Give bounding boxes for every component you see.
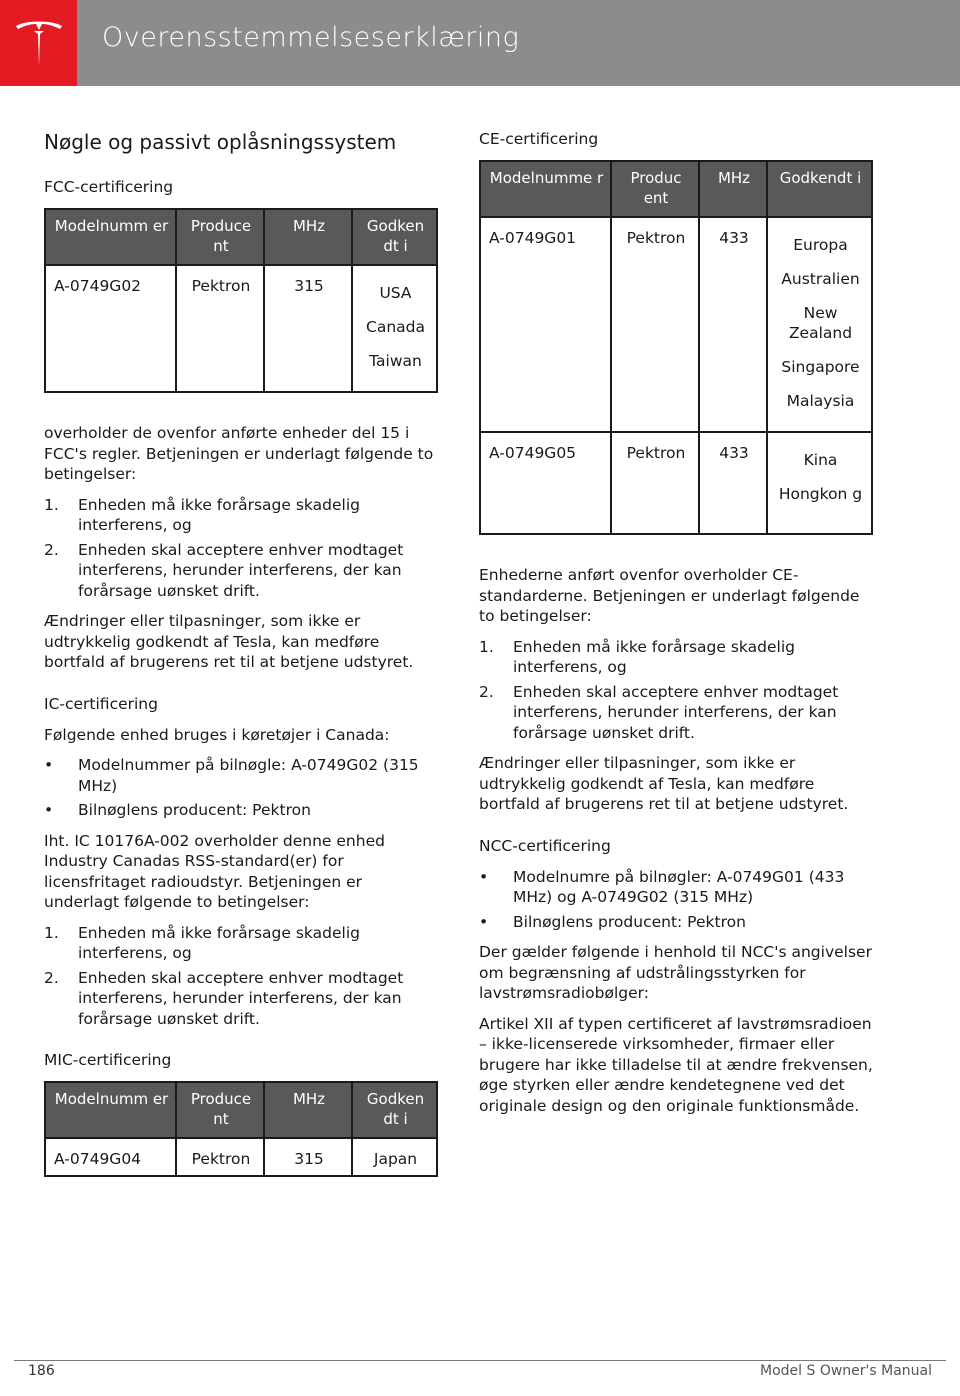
ce-table: [479, 160, 873, 535]
producer-cell: Pektron: [611, 217, 699, 432]
section-heading: Nøgle og passivt oplåsningssystem: [44, 130, 397, 154]
column-header: Godken dt i: [352, 1082, 437, 1138]
column-header: Modelnumme r: [480, 161, 611, 217]
list-item: • Bilnøglens producent: Pektron: [479, 912, 746, 931]
mhz-cell: 315: [264, 1138, 352, 1176]
country: USA: [379, 284, 412, 302]
fcc-table: [44, 208, 438, 393]
page-number: 186: [28, 1363, 55, 1379]
ncc-label: NCC-certificering: [479, 836, 611, 855]
fcc-conditions-list: [44, 495, 438, 602]
mhz-cell: 433: [699, 432, 767, 534]
column-header: Godkendt i: [767, 161, 872, 217]
mhz-cell: 433: [699, 217, 767, 432]
ncc-text-1: Der gælder følgende i henhold til NCC's angivelser om begrænsning af udstrålingsstyrken for lavstrømsradiobølger:: [479, 943, 872, 1002]
model-cell: A-0749G04: [45, 1138, 176, 1176]
list-item: 2. Enheden skal acceptere enhver modtaget interferens, herunder interferens, der kan forårsage uønsket drift.: [44, 968, 404, 1028]
producer-cell: Pektron: [611, 432, 699, 534]
right-column: [479, 128, 873, 1126]
column-header: Godken dt i: [352, 209, 437, 265]
mic-label: MIC-certificering: [44, 1051, 172, 1069]
approved-countries-cell: [352, 265, 437, 392]
ic-conditions-list: [44, 923, 438, 1030]
ic-bullet-list: [44, 755, 438, 821]
country: Canada: [366, 318, 425, 336]
column-header: MHz: [264, 1082, 352, 1138]
model-cell: A-0749G05: [480, 432, 611, 534]
fcc-text: overholder de ovenfor anførte enheder del 15 i FCC's regler. Betjeningen er underlagt følgende to betingelser:: [44, 424, 434, 483]
column-header: Produce nt: [176, 209, 264, 265]
list-item: • Modelnummer på bilnøgle: A-0749G02 (315 MHz): [44, 756, 419, 795]
column-header: Modelnumm er: [45, 1082, 176, 1138]
country: Hongkon g: [778, 485, 863, 503]
ncc-text-2: Artikel XII af typen certificeret af lavstrømsradioen – ikke-licenserede virksomheder, firmaer eller brugere har ikke tilladelse til at ændre frekvensen, øge styrken eller ændre kendetegnene ved det originale design og den originale funktionsmåde.: [479, 1014, 873, 1115]
list-item: 2. Enheden skal acceptere enhver modtaget interferens, herunder interferens, der kan forårsage uønsket drift.: [44, 540, 404, 600]
model-cell: A-0749G01: [480, 217, 611, 432]
left-column: [44, 128, 438, 1207]
table-header-row: [480, 161, 872, 217]
manual-name: Model S Owner's Manual: [760, 1363, 932, 1379]
approved-countries-cell: [767, 217, 872, 432]
list-item: 1. Enheden må ikke forårsage skadelig interferens, og: [44, 923, 360, 962]
mhz-cell: 315: [264, 265, 352, 392]
country: Singapore: [781, 358, 860, 376]
producer-cell: Pektron: [176, 265, 264, 392]
approved-country-cell: Japan: [352, 1138, 437, 1176]
model-cell: A-0749G02: [45, 265, 176, 392]
ic-text: Iht. IC 10176A-002 overholder denne enhed Industry Canadas RSS-standard(er) for licensfritaget radioudstyr. Betjeningen er underlagt følgende to betingelser:: [44, 831, 385, 911]
list-item: 1. Enheden må ikke forårsage skadelig interferens, og: [479, 637, 795, 676]
column-header: MHz: [264, 209, 352, 265]
ce-text: Enhederne anført ovenfor overholder CE-standarderne. Betjeningen er underlagt følgende to betingelser:: [479, 566, 860, 625]
table-header-row: [45, 209, 437, 265]
ce-label: CE-certificering: [479, 130, 599, 148]
ce-changes-text: Ændringer eller tilpasninger, som ikke er udtrykkelig godkendt af Tesla, kan medføre bortfald af brugerens ret til at betjene udstyret.: [479, 754, 849, 813]
list-item: • Bilnøglens producent: Pektron: [44, 801, 311, 819]
logo-box: [0, 0, 77, 86]
table-row: [480, 217, 872, 432]
country: Europa: [793, 236, 848, 254]
country: Taiwan: [369, 352, 422, 370]
column-header: MHz: [699, 161, 767, 217]
ic-intro: Følgende enhed bruges i køretøjer i Canada:: [44, 725, 390, 744]
table-header-row: [45, 1082, 437, 1138]
tesla-logo-icon: [12, 16, 66, 70]
fcc-label: FCC-certificering: [44, 178, 174, 196]
list-item: 1. Enheden må ikke forårsage skadelig interferens, og: [44, 495, 360, 534]
mic-table: [44, 1081, 438, 1177]
page-title: Overensstemmelseserklæring: [102, 22, 520, 53]
producer-cell: Pektron: [176, 1138, 264, 1176]
table-row: [480, 432, 872, 534]
fcc-changes-text: Ændringer eller tilpasninger, som ikke er udtrykkelig godkendt af Tesla, kan medføre bortfald af brugerens ret til at betjene udstyret.: [44, 612, 414, 671]
column-header: Modelnumm er: [45, 209, 176, 265]
list-item: • Modelnumre på bilnøgler: A-0749G01 (433 MHz) og A-0749G02 (315 MHz): [479, 867, 845, 906]
ncc-bullet-list: [479, 867, 873, 933]
footer-divider: [14, 1360, 946, 1361]
list-item: 2. Enheden skal acceptere enhver modtaget interferens, herunder interferens, der kan forårsage uønsket drift.: [479, 682, 839, 742]
country: New Zealand: [788, 304, 853, 342]
table-row: [45, 1138, 437, 1176]
approved-countries-cell: [767, 432, 872, 534]
ce-conditions-list: [479, 637, 873, 744]
country: Malaysia: [786, 392, 855, 410]
country: Kina: [803, 451, 838, 469]
country: Australien: [781, 270, 860, 288]
column-header: Produc ent: [611, 161, 699, 217]
column-header: Produce nt: [176, 1082, 264, 1138]
ic-label: IC-certificering: [44, 694, 158, 713]
page-header: [0, 0, 960, 86]
table-row: [45, 265, 437, 392]
